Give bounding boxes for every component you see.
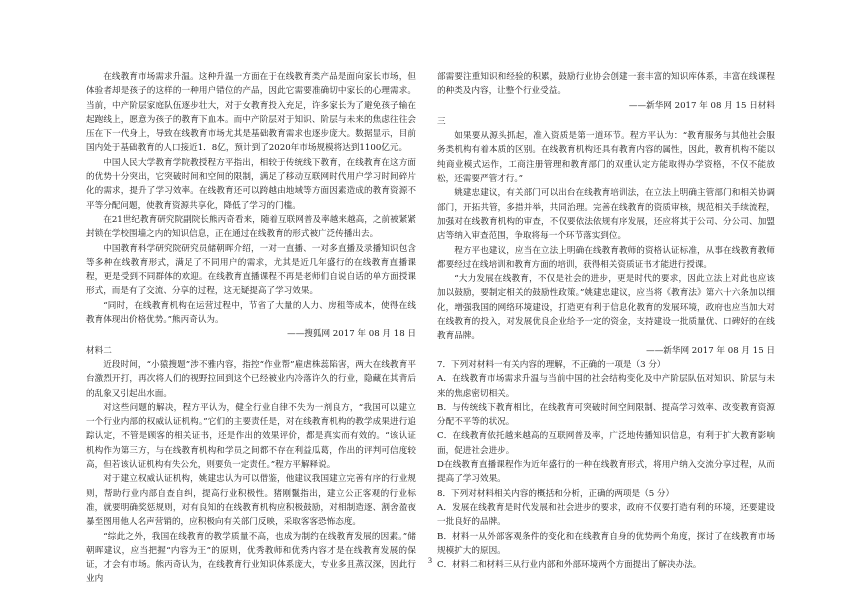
material1-para-1: 在线教育市场需求升温。这种升温一方面在于在线教育类产品是面向家长市场，但体验者却是孩子的这样的一种用户错位的产品，因此它需要准确切中家长的心理需求。当前，中产阶层家庭队伍逐步壮大，对于女教育投入充足，许多家长为了避免孩子输在起跑线上，愿意为孩子的教育下血本。而中产阶层对于知识、阶层与未来的焦虑往往会压在下一代身上，导致在线教育市场尤其是基础教育需求也逐步庞大。数据显示，目前国内处于基础教育的人口接近1．8亿，预计到了2020年市场规模将达到1100亿元。 bbox=[86, 72, 416, 154]
question-7-option-d: D在线教育直播课程作为近年盛行的一种在线教育形式，将用户纳入交流分享过程，从而提高了学习效果。 bbox=[437, 460, 775, 485]
question-7: 7．下列对材料一有关内容的理解，不正确的一项是（3 分） bbox=[437, 359, 666, 370]
source-citation: ——新华网 2017 年 08 月 15 日材料 bbox=[628, 100, 775, 111]
material3-para-3: 程方平也建议，应当在立法上明确在线教育教师的资格认证标准，从事在线教育教师都要经过在线培训和教育方面的培训，获得相关资质证书才能进行授课。 bbox=[437, 245, 775, 270]
material2-para-4: “综此之外，我国在线教育的教学质量不高，也成为制约在线教育发展的因素。”储朝晖建议，应当把握“内容为王”的原则，优秀教师和优秀内容才是在线教育发展的保证，才会有市场。熊丙奇认为，在线教育行业知识体系庞大，专业多且蒸汉深，因此行业内 bbox=[86, 531, 416, 585]
material3-para-4: “大力发展在线教育，不仅是社会的进步，更是时代的要求，因此立法上对此也应该加以鼓励，要制定相关的鼓励性政策。”姚建忠建议，应当将《教育法》第六十六条加以细化，增强我国的网络环境建设，打造更有利于信息化教育的发展环境，政府也应当加大对在线教育的投入，对发展优良企业给予一定的资金，支持建设一批质量优、口碑好的在线教育品牌。 bbox=[437, 274, 775, 342]
question-7-option-a: A．在线教育市场需求升温与当前中国的社会结构变化及中产阶层队伍对知识、阶层与未来的焦虑密切相关。 bbox=[437, 374, 775, 399]
material2-para-continued: 部需要注重知识和经验的积累，鼓励行业协会创建一套丰富的知识库体系，丰富在线课程的种类及内容，让整个行业受益。 bbox=[437, 72, 775, 97]
material1-para-4: 中国教育科学研究院研究员储朝晖介绍，一对一直播、一对多直播及录播知识包含等多种在线教育形式，满足了不同用户的需求，尤其是近几年盛行的在线教育直播课程，更是受到不同群体的欢迎。在线教育直播课程不再是老师们自说自话的单方面授课形式，而是有了交流、分享的过程，这无疑提高了学习效果。 bbox=[86, 243, 416, 297]
material-heading: 材料二 bbox=[86, 345, 112, 356]
question-8-option-a: A．发展在线教育是时代发展和社会进步的要求，政府不仅要打造有利的环境，还要建设一批良好的品牌。 bbox=[437, 502, 775, 528]
question-7-option-b: B．与传统线下教育相比，在线教育可突破时间空间限制、提高学习效率、改变教育资源分配不平等的状况。 bbox=[437, 402, 775, 428]
material2-para-3: 对于建立权威认证机构，姚建忠认为可以借鉴，他建议我国建立完善有序的行业规则，帮助行业内部自查自纠，提高行业积极性。猪刚鬣指出，建立公正客观的行业标准，就要明确奖惩规则，对有良知的在线教育机构应积极鼓励，对相制造逐、割舍盈夜暴至图用他人名声营销的，应积极向有关部门反映，采取客客恐怖态度。 bbox=[86, 474, 416, 528]
material1-para-3: 在21世纪教育研究院副院长熊丙奇看来，随着互联网普及率越来越高，之前被紧紧封锁在学校围墙之内的知识信息，正在通过在线教育的形式被广泛传播出去。 bbox=[86, 214, 416, 240]
material3-para-2: 姚建忠建议，有关部门可以出台在线教育培训法，在立法上明确主管部门和相关协调部门，开拓共管，多措并举，共同治理。完善在线教育的资质审核，规范相关手续流程，加强对在线教育机构的审查，不仅要依法依规有序发展，还应将其于公司、分公司、加盟店等纳入审查范围，争取将每一个环节落实到位。 bbox=[437, 188, 775, 242]
material1-para-5: “同时，在线教育机构在运营过程中，节省了大量的人力、房租等成本，使得在线教育体现出价格优势。”熊丙奇认为。 bbox=[86, 300, 416, 326]
question-8-option-b: B．材料一从外部客观条件的变化和在线教育自身的优势两个角度，探讨了在线教育市场规模扩大的原因。 bbox=[437, 531, 775, 556]
material2-para-1: 近段时间，“小猿搜题”涉不雅内容，指控“作业帮”雇虐株蕊陷害，两大在线教育平台激烈开打，再次将人们的视野拉回到这个已经被业内冷落许久的行业，隐藏在其背后的乱象又引起出水面。 bbox=[86, 359, 416, 399]
material2-para-2: 对这些问题的解决，程方平认为，健全行业自律不失为一剂良方，“我国可以建立一个行业内部的权威认证机构。”它们的主要责任是，对在线教育机构的教学成果进行追踪认定，不管是顾客的相关证书，还是作出的效果评价，都是真实而有效的。“该认证机构作为第三方，与在线教育机构和学员之间都不存在利益瓜葛，作出的评判可信度较高，但若该认证机构有失公允，则要负一定责任。”程方平解释说。 bbox=[86, 402, 416, 471]
left-column bbox=[86, 70, 416, 587]
question-8-option-c: C．材料二和材料三从行业内部和外部环境两个方面提出了解决办法。 bbox=[437, 560, 702, 571]
question-7-option-c: C．在线教育依托越来越高的互联网普及率，广泛地传播知识信息，有利于扩大教育影响面，促进社会进步。 bbox=[437, 431, 775, 456]
source-citation: ——搜狐网 2017 年 08 月 18 日 bbox=[287, 329, 416, 340]
material3-para-1: 如果要从源头抓起，准入资质是第一道环节。程方平认为：“教育服务与其他社会服务类机构有着本质的区别。在线教育机构还具有教育内容的属性，因此，教育机构不能以纯商业模式运作，工商注册管理和教育部门的双重认定方能取得办学资格，不仅不能放松，还需要严管才行。” bbox=[437, 131, 775, 185]
question-8: 8．下列对材料相关内容的概括和分析，正确的两项是（5 分） bbox=[437, 488, 675, 499]
material-heading: 三 bbox=[437, 116, 446, 127]
source-citation: ——新华网 2017 年 08 月 15 日 bbox=[646, 345, 775, 356]
right-column bbox=[437, 70, 775, 572]
page-number: 3 bbox=[428, 556, 432, 565]
material1-para-2: 中国人民大学教育学院教授程方平指出，相较于传统线下教育，在线教育在这方面的优势十分突出，它突破时间和空间的限制，满足了移动互联网时代用户学习时间碎片化的需求，提升了学习效率。在线教育还可以跨越由地域等方面因素造成的教育资源不平等分配问题，使教育资源共享化，降低了学习的门槛。 bbox=[86, 157, 416, 211]
